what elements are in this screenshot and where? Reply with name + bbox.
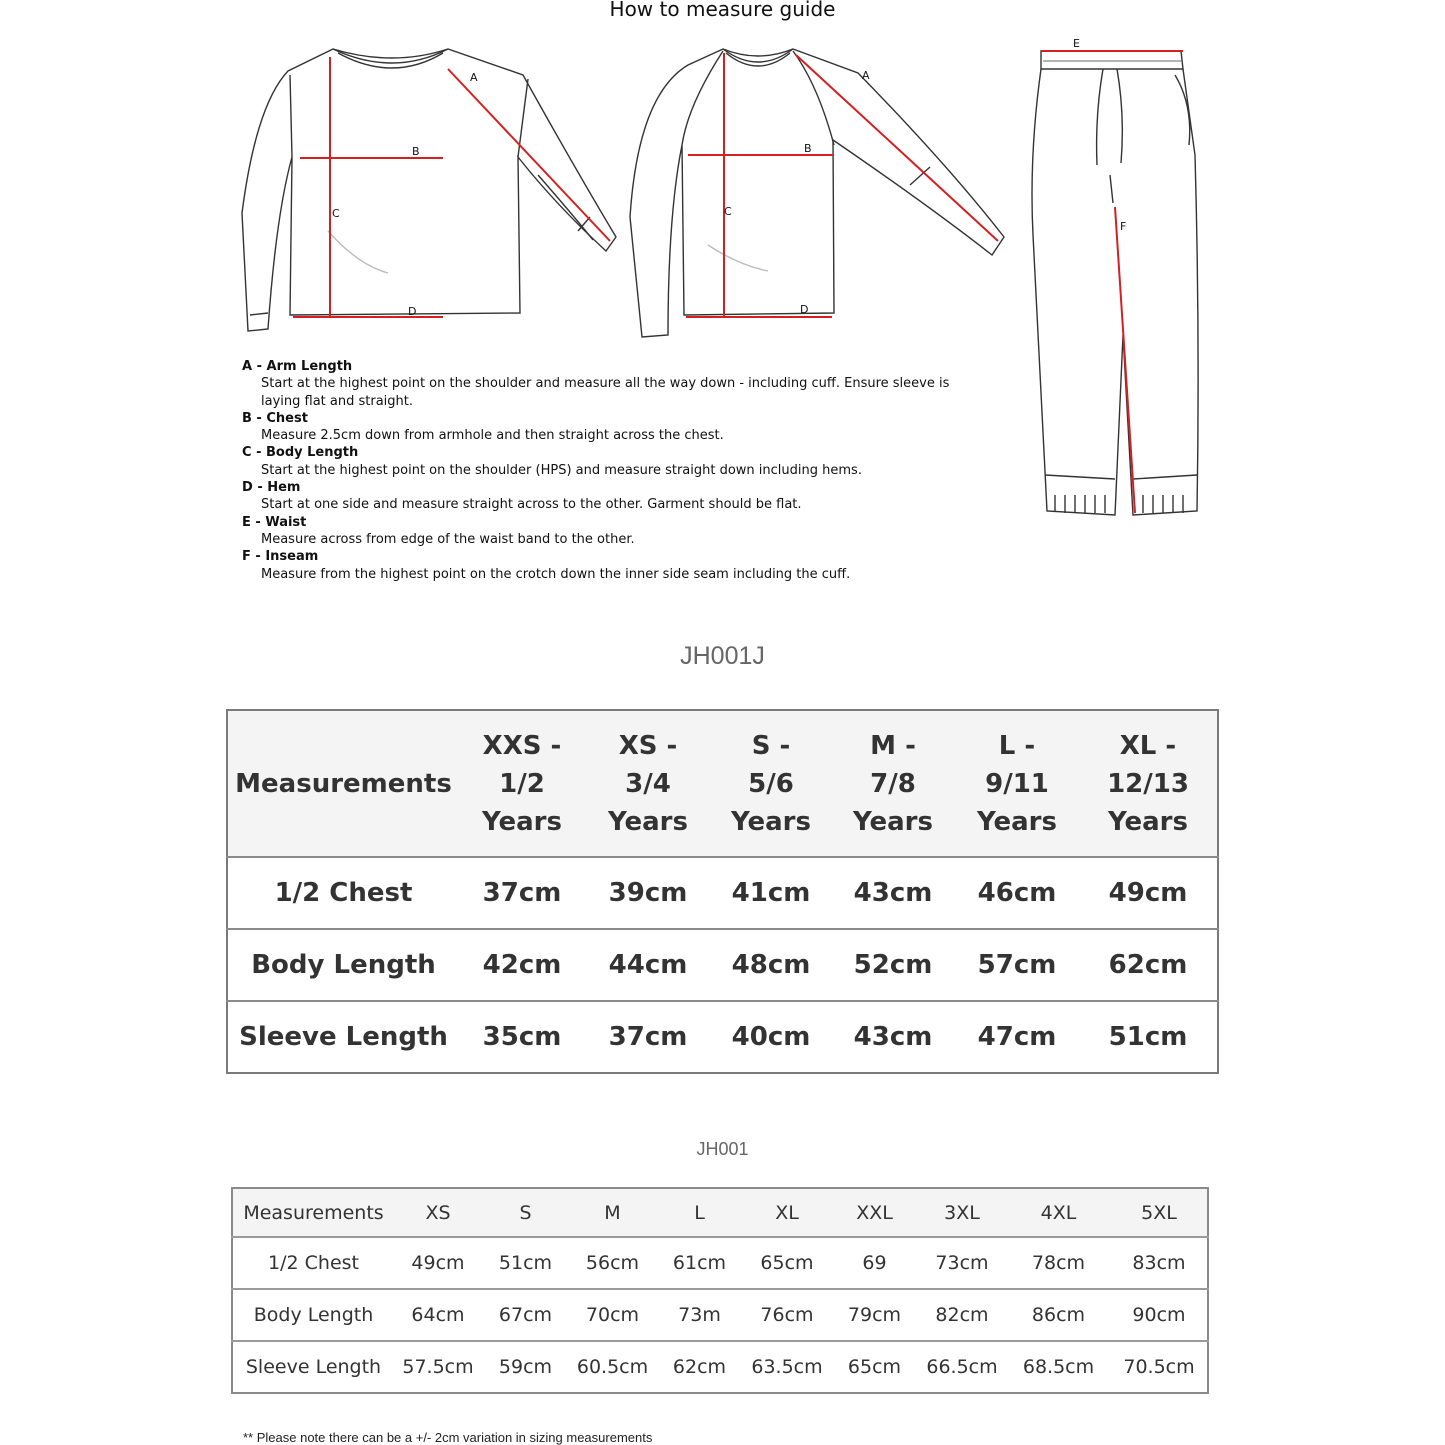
raglan-label-c: C	[724, 205, 732, 218]
raglan-diagram	[628, 45, 1008, 345]
table-row	[227, 929, 1218, 1001]
size-header-line: M -	[870, 730, 916, 761]
table-cell: 73cm	[935, 1252, 989, 1274]
table-cell: 35cm	[482, 1022, 562, 1052]
table-cell: 64cm	[411, 1304, 465, 1326]
adult-product-code: JH001	[696, 1139, 749, 1159]
raglan-label-b: B	[804, 142, 812, 155]
size-header	[585, 710, 711, 857]
row-label: 1/2 Chest	[274, 878, 413, 908]
table-cell: 78cm	[1031, 1252, 1086, 1274]
size-header-line: 3/4	[625, 768, 671, 799]
size-header-line: Years	[608, 806, 688, 837]
legend-term: B - Chest	[242, 410, 308, 426]
table-cell: 69	[862, 1252, 887, 1274]
table-header-row	[232, 1188, 1208, 1237]
measurements-header: Measurements	[235, 768, 452, 799]
table-row	[227, 1001, 1218, 1073]
table-cell: 48cm	[731, 950, 811, 980]
table-cell: 47cm	[977, 1022, 1057, 1052]
size-header-line: Years	[1108, 806, 1188, 837]
legend-description: Start at the highest point on the shoulder and measure all the way down - including cuff. Ensure sleeve is laying flat and straight.	[261, 376, 950, 409]
table-cell: 39cm	[608, 878, 688, 908]
size-header-line: XL -	[1119, 730, 1177, 761]
legend-description: Measure across from edge of the waist band to the other.	[261, 531, 635, 547]
size-header: XS	[425, 1201, 451, 1224]
table-cell: 57.5cm	[402, 1356, 474, 1378]
size-header-line: 5/6	[748, 768, 794, 799]
table-header-row	[227, 710, 1218, 857]
raglan-label-a: A	[862, 69, 870, 82]
legend-term: E - Waist	[242, 514, 307, 530]
table-cell: 44cm	[608, 950, 688, 980]
size-header-line: 7/8	[870, 768, 916, 799]
row-label: Body Length	[253, 1304, 374, 1326]
raglan-label-d: D	[800, 303, 809, 316]
table-cell: 90cm	[1132, 1304, 1186, 1326]
size-header-line: Years	[853, 806, 933, 837]
size-header-line: L -	[998, 730, 1036, 761]
table-cell: 86cm	[1031, 1304, 1086, 1326]
table-row	[232, 1237, 1208, 1289]
guide-title: How to measure guide	[609, 0, 836, 21]
table-cell: 73m	[678, 1304, 721, 1326]
size-header: 5XL	[1141, 1201, 1177, 1224]
size-header-line: XXS -	[482, 730, 562, 761]
junior-size-table	[226, 709, 1219, 1074]
table-cell: 37cm	[482, 878, 562, 908]
legend-term: F - Inseam	[242, 549, 319, 565]
row-label: Sleeve Length	[245, 1356, 382, 1378]
legend-term: A - Arm Length	[242, 359, 353, 374]
table-cell: 56cm	[585, 1252, 640, 1274]
tee-diagram	[238, 45, 618, 345]
table-cell: 79cm	[847, 1304, 902, 1326]
table-cell: 62cm	[672, 1356, 727, 1378]
size-header	[1079, 710, 1218, 857]
legend-term: D - Hem	[242, 480, 301, 496]
size-header	[955, 710, 1079, 857]
table-cell: 83cm	[1132, 1252, 1186, 1274]
tee-label-a: A	[470, 71, 478, 84]
table-cell: 59cm	[498, 1356, 553, 1378]
size-header-line: S -	[751, 730, 791, 761]
table-cell: 61cm	[672, 1252, 727, 1274]
table-row	[232, 1341, 1208, 1393]
table-cell: 51cm	[498, 1252, 553, 1274]
size-header	[831, 710, 955, 857]
table-cell: 52cm	[853, 950, 933, 980]
legend-description: Measure from the highest point on the crotch down the inner side seam including the cuff.	[261, 566, 851, 582]
size-header: XXL	[856, 1201, 893, 1224]
table-row	[232, 1289, 1208, 1341]
junior-product-code: JH001J	[680, 642, 765, 670]
size-header-line: 12/13	[1107, 768, 1189, 799]
table-cell: 63.5cm	[751, 1356, 823, 1378]
table-cell: 41cm	[731, 878, 811, 908]
table-cell: 66.5cm	[926, 1356, 998, 1378]
size-header: 4XL	[1040, 1201, 1077, 1224]
tee-label-d: D	[408, 305, 417, 318]
measure-legend	[242, 358, 962, 583]
legend-description: Measure 2.5cm down from armhole and then straight across the chest.	[261, 428, 724, 444]
size-header: 3XL	[944, 1201, 980, 1224]
size-header	[459, 710, 585, 857]
pants-diagram	[1025, 35, 1205, 520]
size-header-line: 9/11	[985, 768, 1049, 799]
table-cell: 43cm	[853, 1022, 933, 1052]
tee-label-b: B	[412, 145, 420, 158]
legend-description: Start at the highest point on the shoulder (HPS) and measure straight down including hems.	[261, 462, 862, 478]
measurements-header: Measurements	[243, 1201, 384, 1224]
table-cell: 40cm	[731, 1022, 811, 1052]
table-cell: 70cm	[585, 1304, 640, 1326]
table-cell: 76cm	[760, 1304, 814, 1326]
table-row	[227, 857, 1218, 929]
table-cell: 49cm	[1108, 878, 1188, 908]
pants-label-e: E	[1073, 37, 1080, 50]
tee-label-c: C	[332, 207, 340, 220]
table-cell: 67cm	[498, 1304, 553, 1326]
table-cell: 42cm	[482, 950, 562, 980]
pants-label-f: F	[1120, 220, 1127, 233]
row-label: Sleeve Length	[239, 1022, 448, 1052]
table-cell: 57cm	[977, 950, 1057, 980]
table-cell: 43cm	[853, 878, 933, 908]
size-header: S	[519, 1201, 532, 1224]
table-cell: 68.5cm	[1022, 1356, 1095, 1378]
size-header-line: XS -	[618, 730, 678, 761]
table-cell: 82cm	[935, 1304, 989, 1326]
size-header-line: Years	[977, 806, 1057, 837]
size-header: XL	[775, 1201, 799, 1224]
table-cell: 70.5cm	[1123, 1356, 1195, 1378]
adult-size-table	[231, 1187, 1209, 1394]
size-header-line: 1/2	[499, 768, 545, 799]
table-cell: 65cm	[760, 1252, 814, 1274]
variation-note: ** Please note there can be a +/- 2cm variation in sizing measurements	[243, 1430, 653, 1445]
size-header-line: Years	[482, 806, 562, 837]
table-cell: 46cm	[977, 878, 1057, 908]
row-label: 1/2 Chest	[268, 1252, 359, 1274]
size-header: L	[694, 1201, 705, 1224]
size-header	[711, 710, 831, 857]
legend-term: C - Body Length	[242, 445, 359, 461]
size-header-line: Years	[731, 806, 811, 837]
table-cell: 49cm	[411, 1252, 465, 1274]
table-cell: 60.5cm	[576, 1356, 649, 1378]
row-label: Body Length	[251, 950, 436, 980]
size-header: M	[604, 1201, 621, 1224]
table-cell: 62cm	[1108, 950, 1188, 980]
legend-description: Start at one side and measure straight across to the other. Garment should be flat.	[261, 497, 802, 513]
table-cell: 37cm	[608, 1022, 688, 1052]
table-cell: 51cm	[1108, 1022, 1188, 1052]
table-cell: 65cm	[847, 1356, 902, 1378]
